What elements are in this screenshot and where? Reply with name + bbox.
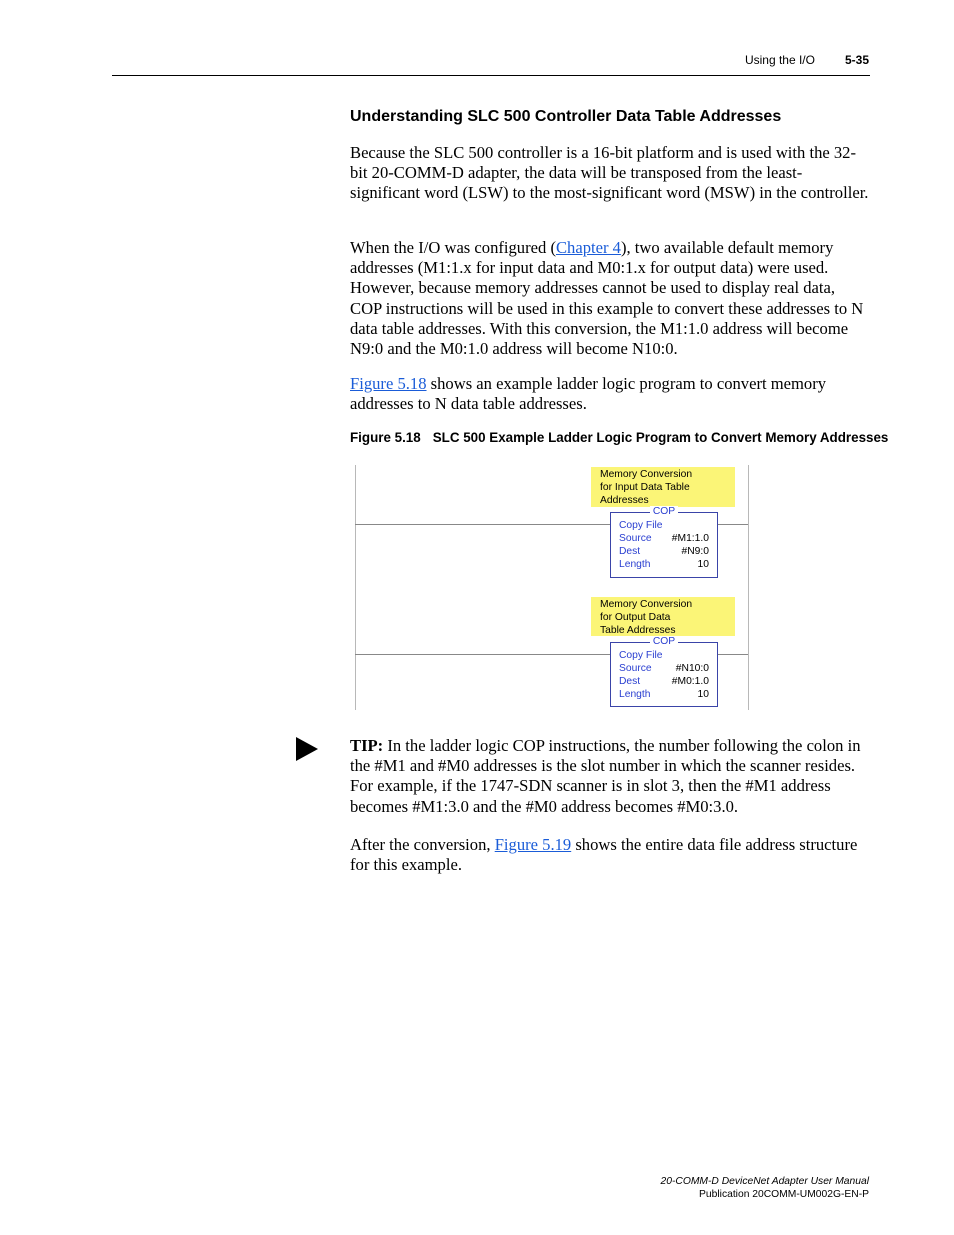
rung-2-wire-left [355, 654, 610, 655]
figure-caption [350, 430, 888, 445]
left-power-rail [355, 465, 356, 710]
rung-1-wire-left [355, 524, 610, 525]
running-header [745, 53, 869, 67]
page-number: 5-35 [844, 53, 869, 67]
instruction-mnemonic: COP [650, 636, 678, 647]
figure-number: Figure 5.18 [350, 430, 421, 445]
chapter-4-link[interactable]: Chapter 4 [555, 238, 621, 257]
figure-5-18-link[interactable]: Figure 5.18 [350, 374, 427, 393]
section-heading: Understanding SLC 500 Controller Data Table Addresses [350, 108, 782, 125]
dest-address: #M0:1.0 [671, 676, 709, 687]
manual-title: 20-COMM-D DeviceNet Adapter User Manual [660, 1176, 869, 1187]
rung-2-comment: Memory Conversion for Output Data Table Addresses [591, 597, 735, 636]
ladder-diagram [352, 465, 752, 710]
instruction-name: Copy File [619, 650, 663, 661]
source-address: #N10:0 [675, 663, 709, 674]
header-rule [112, 75, 870, 76]
length-value: 10 [697, 559, 709, 570]
section-title: Using the I/O [744, 53, 815, 67]
right-power-rail [748, 465, 749, 710]
paragraph-after-conversion: After the conversion, Figure 5.19 shows the entire data file address structure for this example. [350, 835, 858, 875]
rung-1-comment: Memory Conversion for Input Data Table Addresses [591, 467, 735, 507]
cop-instruction-1[interactable]: COP Copy File Source #M1:1.0 Dest #N9:0 Length 10 [610, 512, 718, 578]
instruction-mnemonic: COP [650, 506, 678, 517]
dest-address: #N9:0 [681, 546, 709, 557]
length-value: 10 [697, 689, 709, 700]
page-footer [661, 1175, 869, 1201]
paragraph-lsw-msw: Because the SLC 500 controller is a 16-bit platform and is used with the 32-bit 20-COMM-D adapter, the data will be transposed from the least-significant word (LSW) to the most-significant word (MSW) in the controller. [350, 143, 869, 203]
tip-paragraph: TIP: In the ladder logic COP instructions, the number following the colon in the #M1 and #M0 addresses is the slot number in which the scanner resides. For example, if the 1747-SDN scanner is in slot 3, then the #M1 address becomes #M1:3.0 and the #M0 address becomes #M0:3.0. [350, 736, 861, 816]
source-address: #M1:1.0 [671, 533, 709, 544]
paragraph-figure-ref: Figure 5.18 shows an example ladder logic program to convert memory addresses to N data table addresses. [350, 374, 827, 414]
tip-arrow-icon [296, 737, 318, 761]
paragraph-io-config: When the I/O was configured (Chapter 4), two available default memory addresses (M1:1.x for input data and M0:1.x for output data) were used. However, because memory addresses cannot be used to display real data, COP instructions will be used in this example to convert these addresses to N data table addresses. With this conversion, the M1:1.0 address will become N9:0 and the M0:1.0 address will become N10:0. [350, 238, 864, 359]
rung-2-wire-right [718, 654, 748, 655]
cop-instruction-2[interactable]: COP Copy File Source #N10:0 Dest #M0:1.0 Length 10 [610, 642, 718, 707]
tip-label: TIP: [350, 736, 384, 755]
publication-number: Publication 20COMM-UM002G-EN-P [699, 1189, 869, 1200]
rung-1-wire-right [718, 524, 748, 525]
figure-title: SLC 500 Example Ladder Logic Program to Convert Memory Addresses [432, 430, 889, 445]
instruction-name: Copy File [619, 520, 663, 531]
figure-5-19-link[interactable]: Figure 5.19 [494, 835, 572, 854]
